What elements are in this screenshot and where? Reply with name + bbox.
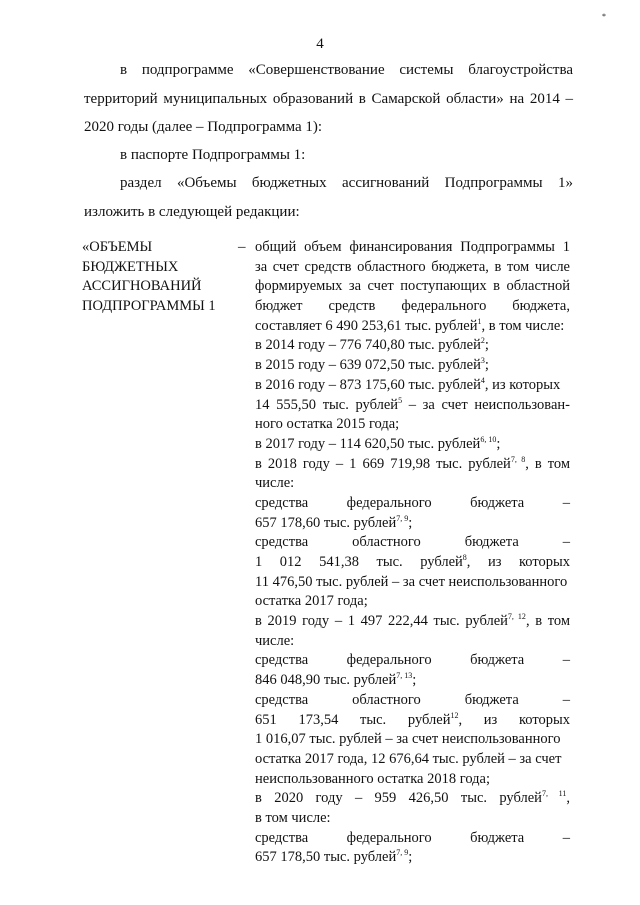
budget-line	[255, 829, 570, 849]
budget-line-tail: ;	[408, 849, 413, 866]
section-label	[82, 238, 232, 316]
budget-line-text: общий объем финансирования Подпрограммы 1	[255, 239, 570, 255]
budget-line	[255, 809, 570, 829]
budget-line-tail: – за счет неиспользован-	[402, 396, 570, 413]
footnote-ref: 8	[462, 553, 467, 563]
budget-line	[255, 573, 570, 593]
budget-line-text: остатка 2017 года, 12 676,64 тыс. рублей – за счет	[255, 750, 562, 767]
budget-line-tail: ;	[412, 672, 417, 689]
budget-line-text: 14 555,50 тыс. рублей	[255, 396, 399, 413]
budget-line-text: в 2020 году – 959 426,50 тыс. рублей	[255, 790, 542, 807]
budget-line	[255, 671, 570, 691]
budget-line	[255, 730, 570, 750]
budget-line-tail: , в том числе:	[481, 317, 565, 334]
budget-line-text: в 2018 году – 1 669 719,98 тыс. рублей	[255, 455, 511, 472]
budget-line-text: 657 178,50 тыс. рублей	[255, 849, 397, 866]
footnote-ref: 7, 11	[541, 789, 567, 799]
footnote-ref: 6, 10	[480, 435, 497, 445]
budget-line-text: средства федерального бюджета –	[255, 829, 570, 846]
budget-line	[255, 376, 570, 396]
budget-line-tail: ;	[484, 357, 489, 374]
budget-line	[255, 612, 570, 632]
budget-line-tail: ;	[496, 435, 501, 452]
budget-line-text: остатка 2017 года;	[255, 593, 368, 610]
budget-line-tail: ;	[484, 337, 489, 354]
intro-p1-line-3: 2020 годы (далее – Подпрограмма 1):	[84, 119, 323, 135]
budget-line-text: числе:	[255, 632, 295, 649]
budget-line-text: 846 048,90 тыс. рублей	[255, 672, 397, 689]
intro-p3-line-1: раздел «Объемы бюджетных ассигнований Подпрограммы 1»	[120, 175, 573, 191]
footnote-ref: 2	[480, 336, 485, 346]
budget-line-text: бюджет средств федерального бюджета,	[255, 298, 570, 315]
intro-paragraph-1	[84, 56, 573, 142]
budget-details	[255, 238, 570, 868]
budget-line-text: в 2019 году – 1 497 222,44 тыс. рублей	[255, 613, 508, 630]
budget-line	[255, 632, 570, 652]
budget-line	[255, 336, 570, 356]
budget-line	[255, 494, 570, 514]
budget-line-text: средства областного бюджета –	[255, 534, 570, 551]
section-label-line: ПОДПРОГРАММЫ 1	[82, 297, 216, 314]
budget-line	[255, 396, 570, 416]
budget-line	[255, 317, 570, 337]
budget-line-tail: , из которых	[484, 376, 561, 393]
budget-line	[255, 474, 570, 494]
budget-line-tail: , из которых	[466, 554, 570, 570]
budget-line-text: средства федерального бюджета –	[255, 494, 570, 511]
budget-line-text: неиспользованного остатка 2018 года;	[255, 770, 491, 787]
footnote-ref: 7, 8	[510, 454, 526, 464]
footnote-ref: 5	[398, 395, 403, 405]
footnote-ref: 7, 9	[396, 513, 409, 523]
budget-line-text: средства областного бюджета –	[255, 691, 570, 708]
footnote-ref: 4	[480, 375, 485, 385]
budget-line	[255, 848, 570, 868]
budget-line-text: в 2017 году – 114 620,50 тыс. рублей	[255, 435, 481, 452]
section-label-line: АССИГНОВАНИЙ	[82, 278, 202, 294]
budget-line-text: средства федерального бюджета –	[255, 652, 570, 669]
intro-paragraph-2	[120, 141, 573, 170]
section-label-line: БЮДЖЕТНЫХ	[82, 258, 179, 275]
budget-line-text: числе:	[255, 475, 295, 492]
budget-line	[255, 415, 570, 435]
budget-line-text: ного остатка 2015 года;	[255, 416, 400, 433]
budget-line	[255, 297, 570, 317]
budget-line-text: 1 016,07 тыс. рублей – за счет неиспользованного	[255, 731, 561, 748]
budget-line-tail: , в том	[525, 455, 570, 472]
intro-p1-line-1: в подпрограмме «Совершенствование системы благоустройства	[120, 62, 573, 78]
budget-line	[255, 691, 570, 711]
budget-line	[255, 435, 570, 455]
footnote-ref: 7, 12	[507, 612, 526, 622]
budget-line-text: в 2014 году – 776 740,80 тыс. рублей	[255, 337, 481, 354]
page-number: 4	[316, 36, 324, 52]
budget-line-text: в том числе:	[255, 809, 331, 826]
budget-line-tail: ;	[408, 514, 413, 531]
budget-line-text: 11 476,50 тыс. рублей – за счет неиспользованного	[255, 573, 568, 590]
intro-paragraph-3	[84, 169, 573, 226]
budget-line	[255, 789, 570, 809]
intro-p1-line-2: территорий муниципальных образований в Самарской области» на 2014 –	[84, 90, 573, 107]
budget-line	[255, 711, 570, 731]
budget-line	[255, 533, 570, 553]
budget-line	[255, 356, 570, 376]
budget-line-text: формируемых за счет поступающих в областной	[255, 278, 570, 295]
budget-line	[255, 238, 570, 258]
corner-mark: *	[602, 12, 606, 21]
budget-line-text: в 2015 году – 639 072,50 тыс. рублей	[255, 357, 481, 374]
footnote-ref: 1	[477, 316, 482, 326]
footnote-ref: 7, 13	[396, 671, 413, 681]
budget-line	[255, 750, 570, 770]
budget-line-text: 1 012 541,38 тыс. рублей	[255, 554, 463, 570]
budget-line	[255, 277, 570, 297]
budget-line-tail: , из которых	[458, 711, 570, 728]
budget-line-text: 651 173,54 тыс. рублей	[255, 711, 451, 728]
budget-line-text: составляет 6 490 253,61 тыс. рублей	[255, 317, 478, 334]
budget-line	[255, 651, 570, 671]
budget-line	[255, 770, 570, 790]
section-label-line: «ОБЪЕМЫ	[82, 239, 153, 255]
budget-line-text: 657 178,60 тыс. рублей	[255, 514, 397, 531]
footnote-ref: 3	[480, 356, 485, 366]
budget-line	[255, 553, 570, 573]
footnote-ref: 12	[450, 710, 459, 720]
intro-p3-line-2: изложить в следующей редакции:	[84, 203, 300, 220]
budget-line-tail: ,	[566, 790, 570, 807]
section-dash: –	[238, 239, 246, 255]
budget-line-text: за счет средств областного бюджета, в том числе	[255, 258, 570, 275]
budget-line-text: в 2016 году – 873 175,60 тыс. рублей	[255, 376, 481, 393]
intro-p2-line: в паспорте Подпрограммы 1:	[120, 147, 306, 163]
budget-line	[255, 592, 570, 612]
budget-line-tail: , в том	[525, 613, 570, 630]
budget-line	[255, 455, 570, 475]
budget-line	[255, 258, 570, 278]
budget-line	[255, 514, 570, 534]
footnote-ref: 7, 9	[396, 848, 409, 858]
